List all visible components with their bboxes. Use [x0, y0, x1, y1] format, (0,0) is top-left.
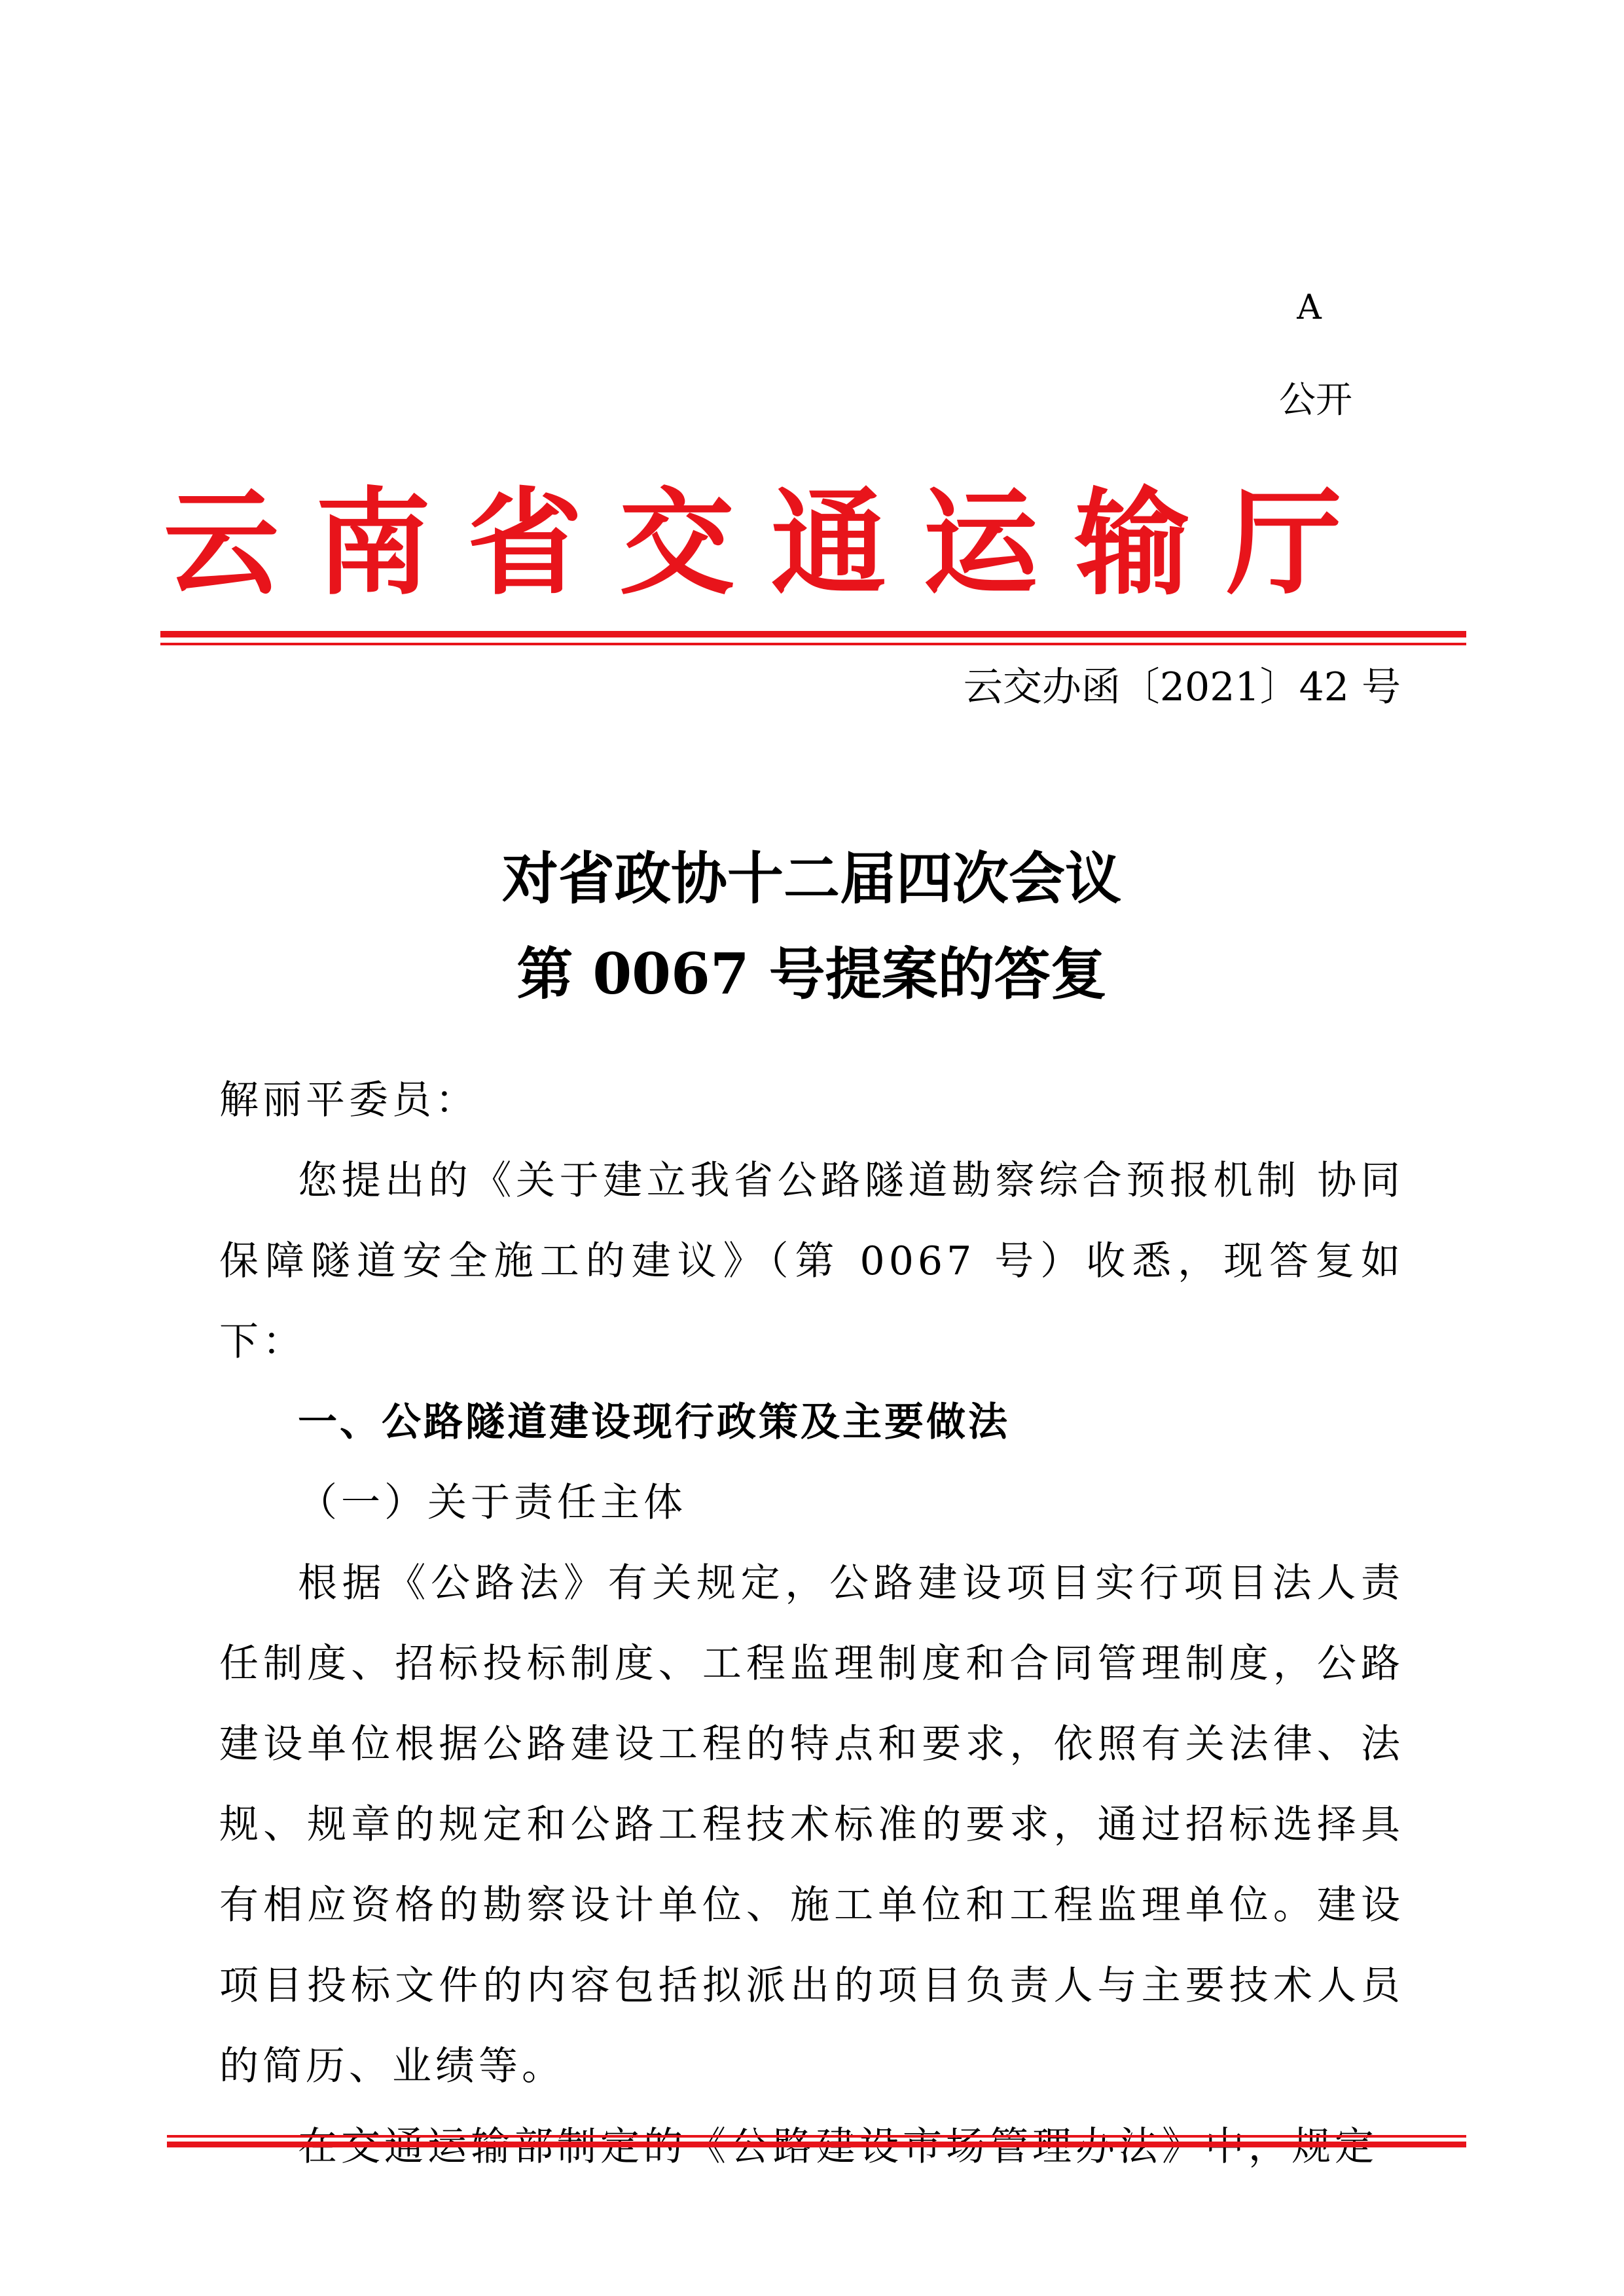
- document-title: [157, 831, 1466, 1022]
- masthead-char: 南: [315, 475, 431, 611]
- intro-paragraph: 您提出的《关于建立我省公路隧道勘察综合预报机制 协同保障隧道安全施工的建议》（第 0067 号）收悉，现答复如下：: [219, 1158, 1404, 1365]
- document-number: 云交办函〔2021〕42 号: [963, 664, 1401, 710]
- masthead-char: 运: [922, 475, 1038, 611]
- section-heading: 一、公路隧道建设现行政策及主要做法: [298, 1399, 1010, 1445]
- footer-divider-thick: [167, 2142, 1466, 2147]
- masthead-char: 云: [164, 475, 280, 611]
- subsection-heading: （一）关于责任主体: [298, 1480, 687, 1526]
- title-line-1: 对省政协十二届四次会议: [502, 846, 1121, 912]
- openness-label: 公开: [1279, 379, 1352, 422]
- body-paragraph: 根据《公路法》有关规定，公路建设项目实行项目法人责任制度、招标投标制度、工程监理制度和合同管理制度，公路建设单位根据公路建设工程的特点和要求，依照有关法律、法规、规章的规定和公路工程技术标准的要求，通过招标选择具有相应资格的勘察设计单位、施工单位和工程监理单位。建设项目投标文件的内容包括拟派出的项目负责人与主要技术人员的简历、业绩等。: [219, 1560, 1404, 2089]
- security-grade: A: [1297, 288, 1322, 327]
- document-body: [219, 1060, 1404, 2187]
- header-divider-thin: [160, 643, 1466, 645]
- title-line-2: 第 0067 号提案的答复: [516, 941, 1107, 1007]
- masthead-char: 交: [619, 475, 734, 611]
- masthead-char: 省: [467, 475, 583, 611]
- masthead-char: 厅: [1226, 475, 1342, 611]
- issuer-masthead: [164, 475, 1342, 611]
- header-divider-thick: [160, 631, 1466, 637]
- masthead-char: 通: [770, 475, 886, 611]
- footer-divider-thin: [167, 2135, 1466, 2138]
- salutation: 解丽平委员：: [219, 1077, 478, 1123]
- masthead-char: 输: [1074, 475, 1190, 611]
